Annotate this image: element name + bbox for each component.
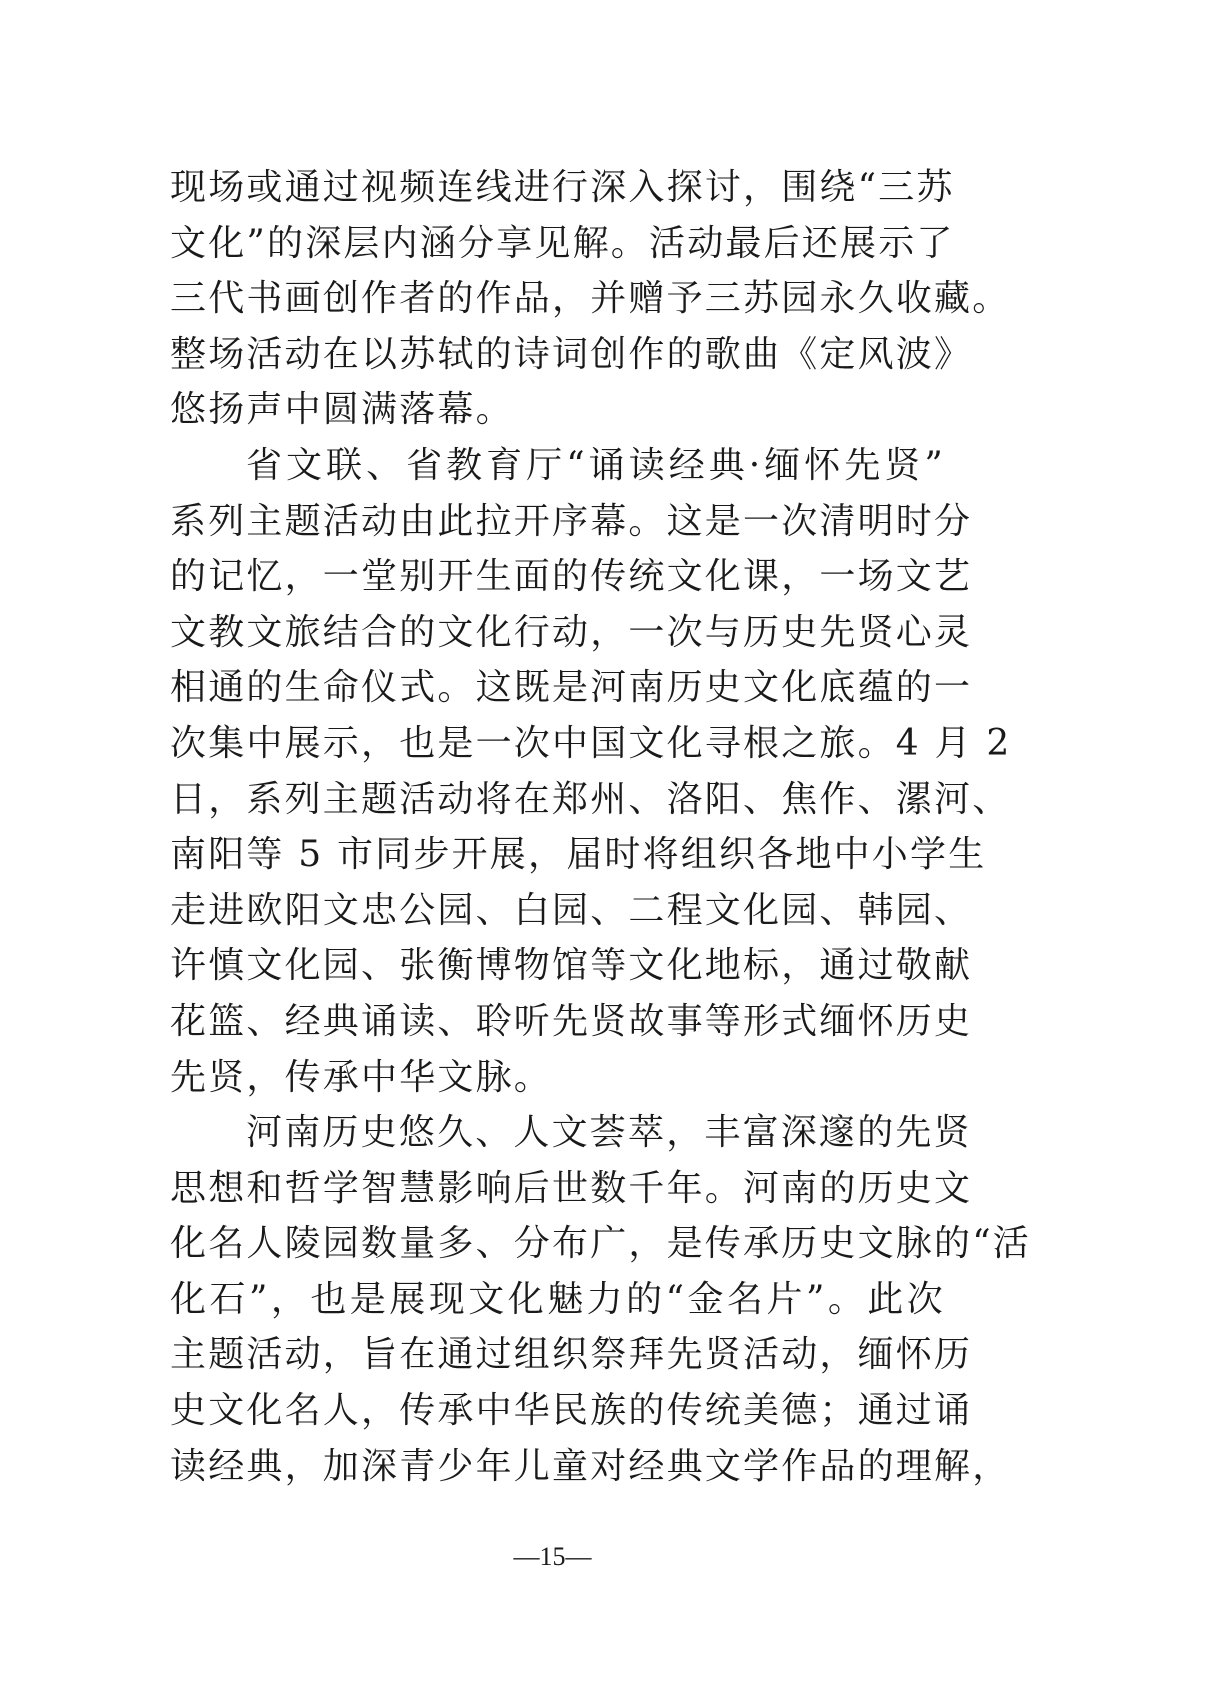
text-line: 相通的生命仪式。这既是河南历史文化底蕴的一 <box>170 667 973 709</box>
text-line: 花篮、经典诵读、聆听先贤故事等形式缅怀历史 <box>170 1000 973 1042</box>
text-line: 主题活动，旨在通过组织祭拜先贤活动，缅怀历 <box>170 1334 973 1376</box>
text-line: 思想和哲学智慧影响后世数千年。河南的历史文 <box>170 1167 973 1209</box>
body-text <box>170 160 1032 1494</box>
page-number: —15— <box>513 1542 592 1571</box>
paragraph-start-line: 河南历史悠久、人文荟萃，丰富深邃的先贤 <box>246 1112 972 1154</box>
text-line: 系列主题活动由此拉开序幕。这是一次清明时分 <box>170 500 973 542</box>
text-line: 化石”，也是展现文化魅力的“金名片”。此次 <box>170 1278 945 1320</box>
paragraph-start-line: 省文联、省教育厅“诵读经典·缅怀先贤” <box>246 444 945 486</box>
text-line: 南阳等 5 市同步开展，届时将组织各地中小学生 <box>170 834 987 876</box>
text-line: 整场活动在以苏轼的诗词创作的歌曲《定风波》 <box>170 333 973 375</box>
text-line: 悠扬声中圆满落幕。 <box>170 389 514 431</box>
text-line: 现场或通过视频连线进行深入探讨，围绕“三苏 <box>170 167 955 208</box>
text-line: 三代书画创作者的作品，并赠予三苏园永久收藏。 <box>170 278 1011 320</box>
text-line: 文教文旅结合的文化行动，一次与历史先贤心灵 <box>170 611 973 653</box>
text-line: 读经典，加深青少年儿童对经典文学作品的理解， <box>170 1445 1011 1487</box>
text-line: 次集中展示，也是一次中国文化寻根之旅。4 月 2 <box>170 722 1012 764</box>
text-line: 先贤，传承中华文脉。 <box>170 1056 553 1098</box>
text-line: 日，系列主题活动将在郑州、洛阳、焦作、漯河、 <box>170 778 1011 820</box>
text-line: 的记忆，一堂别开生面的传统文化课，一场文艺 <box>170 556 973 598</box>
text-line: 史文化名人，传承中华民族的传统美德；通过诵 <box>170 1390 973 1432</box>
text-line: 走进欧阳文忠公园、白园、二程文化园、韩园、 <box>170 889 973 931</box>
text-line: 许慎文化园、张衡博物馆等文化地标，通过敬献 <box>170 945 973 987</box>
text-line: 文化”的深层内涵分享见解。活动最后还展示了 <box>170 222 955 264</box>
text-line: 化名人陵园数量多、分布广，是传承历史文脉的“活 <box>170 1223 1032 1265</box>
